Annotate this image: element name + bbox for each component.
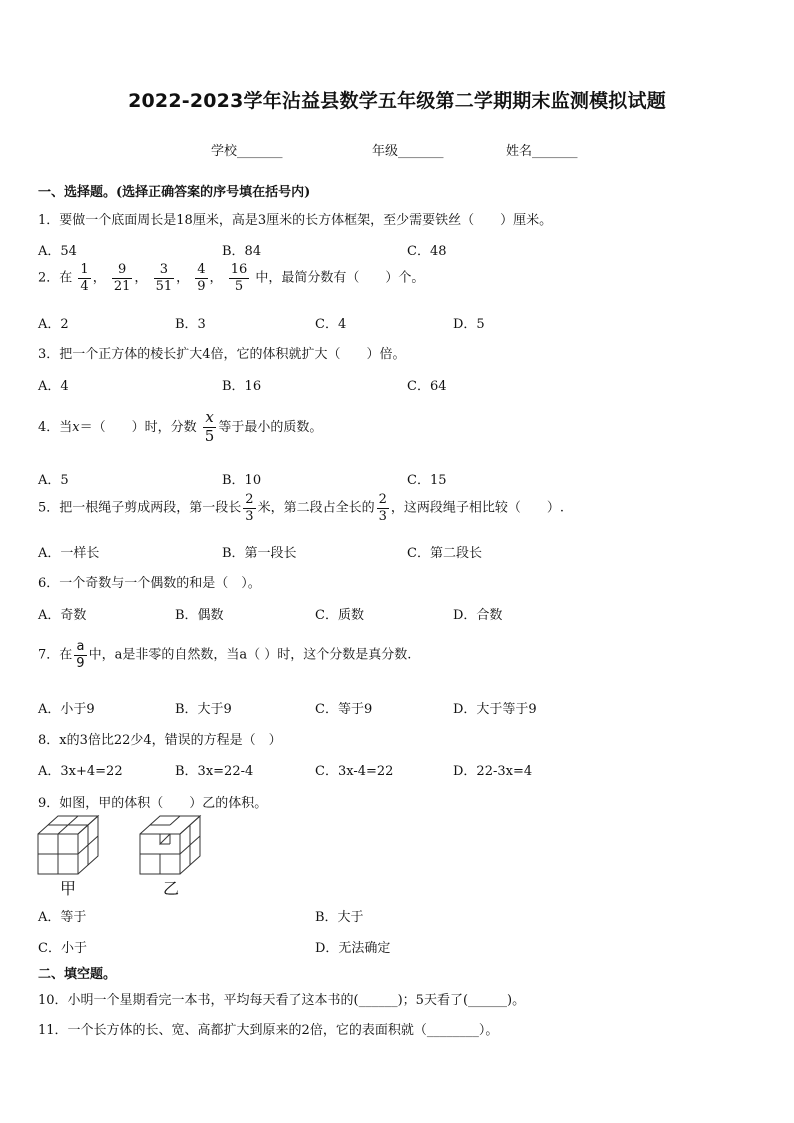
q2-option-b: B．3 — [175, 317, 206, 332]
q2-pre: 2．在 — [38, 270, 73, 286]
q7-option-c: C．等于9 — [315, 702, 373, 717]
fraction-2-3-second: $\frac{2}{3}$ — [378, 492, 387, 524]
q1-option-c: C．48 — [407, 244, 447, 259]
q6-option-b: B．偶数 — [175, 608, 224, 623]
question-5: 5．把一根绳子剪成两段，第一段长 $\frac{2}{3}$ 米，第二段占全长的 $\frac{2}{3}$ ，这两段绳子相比较（ ）. — [38, 492, 564, 524]
fraction-1-4: $\frac{1}{4}$ — [80, 262, 89, 294]
q9-option-a: A．等于 — [38, 910, 87, 925]
section-heading-fill: 二、填空题。 — [38, 967, 117, 982]
section-heading-choice: 一、选择题。(选择正确答案的序号填在括号内) — [38, 185, 311, 200]
q5-option-b: B．第一段长 — [222, 546, 297, 561]
cube-figure-jia — [36, 812, 106, 878]
school-field: 学校_______ — [211, 144, 283, 159]
q3-option-b: B．16 — [222, 379, 262, 394]
q3-option-c: C．64 — [407, 379, 447, 394]
question-2: 2．在 $\frac{1}{4}$ ， $\frac{9}{21}$ ， $\frac{3}{51}$ ， $\frac{4}{9}$ ， $\frac{16}{5}$ 中，最简分数有（ ）个。 — [38, 262, 425, 294]
q1-option-b: B．84 — [222, 244, 262, 259]
question-4: 4．当x＝（ ）时，分数 $\frac{x}{5}$ 等于最小的质数。 — [38, 408, 323, 445]
q8-option-c: C．3x-4=22 — [315, 764, 394, 779]
name-field: 姓名_______ — [506, 144, 578, 159]
fraction-x-5: $\frac{x}{5}$ — [204, 408, 215, 445]
question-10: 10．小明一个星期看完一本书，平均每天看了这本书的(______)；5天看了(______)。 — [38, 993, 526, 1008]
q4-option-c: C．15 — [407, 473, 447, 488]
question-11: 11．一个长方体的长、宽、高都扩大到原来的2倍，它的表面积就（________）。 — [38, 1023, 499, 1038]
question-9: 9．如图，甲的体积（ ）乙的体积。 — [38, 796, 268, 811]
q7-option-b: B．大于9 — [175, 702, 232, 717]
q6-option-c: C．质数 — [315, 608, 364, 623]
question-1: 1．要做一个底面周长是18厘米，高是3厘米的长方体框架，至少需要铁丝（ ）厘米。 — [38, 213, 553, 228]
q8-option-b: B．3x=22-4 — [175, 764, 254, 779]
fraction-4-9: $\frac{4}{9}$ — [197, 262, 206, 294]
q8-option-d: D．22-3x=4 — [453, 764, 533, 779]
label-yi: 乙 — [163, 879, 180, 898]
q9-option-d: D．无法确定 — [315, 941, 391, 956]
question-3: 3．把一个正方体的棱长扩大4倍，它的体积就扩大（ ）倍。 — [38, 347, 406, 362]
q9-option-b: B．大于 — [315, 910, 364, 925]
q2-option-d: D．5 — [453, 317, 485, 332]
q2-post: 中，最简分数有（ ）个。 — [255, 270, 425, 286]
q9-option-c: C．小于 — [38, 941, 87, 956]
q6-option-d: D．合数 — [453, 608, 503, 623]
fraction-a-9: $\frac{a}{9}$ — [76, 639, 85, 671]
q4-option-b: B．10 — [222, 473, 262, 488]
q3-option-a: A．4 — [38, 379, 69, 394]
fraction-3-51: $\frac{3}{51}$ — [155, 262, 173, 294]
q8-option-a: A．3x+4=22 — [38, 764, 123, 779]
label-jia: 甲 — [60, 879, 77, 898]
cube-figure-yi — [138, 812, 208, 878]
q2-option-c: C．4 — [315, 317, 347, 332]
page-title: 2022-2023学年沾益县数学五年级第二学期期末监测模拟试题 — [128, 90, 666, 112]
question-8: 8．x的3倍比22少4，错误的方程是（ ） — [38, 733, 282, 748]
q2-option-a: A．2 — [38, 317, 69, 332]
grade-field: 年级_______ — [372, 144, 444, 159]
q7-option-a: A．小于9 — [38, 702, 95, 717]
q4-option-a: A．5 — [38, 473, 69, 488]
question-6: 6．一个奇数与一个偶数的和是（ ）。 — [38, 576, 261, 591]
q1-option-a: A．54 — [38, 244, 77, 259]
q5-option-a: A．一样长 — [38, 546, 100, 561]
fraction-2-3-first: $\frac{2}{3}$ — [245, 492, 254, 524]
fraction-16-5: $\frac{16}{5}$ — [230, 262, 248, 294]
question-7: 7．在 $\frac{a}{9}$ 中，a是非零的自然数，当a（ ）时，这个分数是真分数. — [38, 639, 412, 671]
fraction-9-21: $\frac{9}{21}$ — [113, 262, 131, 294]
q5-option-c: C．第二段长 — [407, 546, 482, 561]
q6-option-a: A．奇数 — [38, 608, 87, 623]
q7-option-d: D．大于等于9 — [453, 702, 537, 717]
